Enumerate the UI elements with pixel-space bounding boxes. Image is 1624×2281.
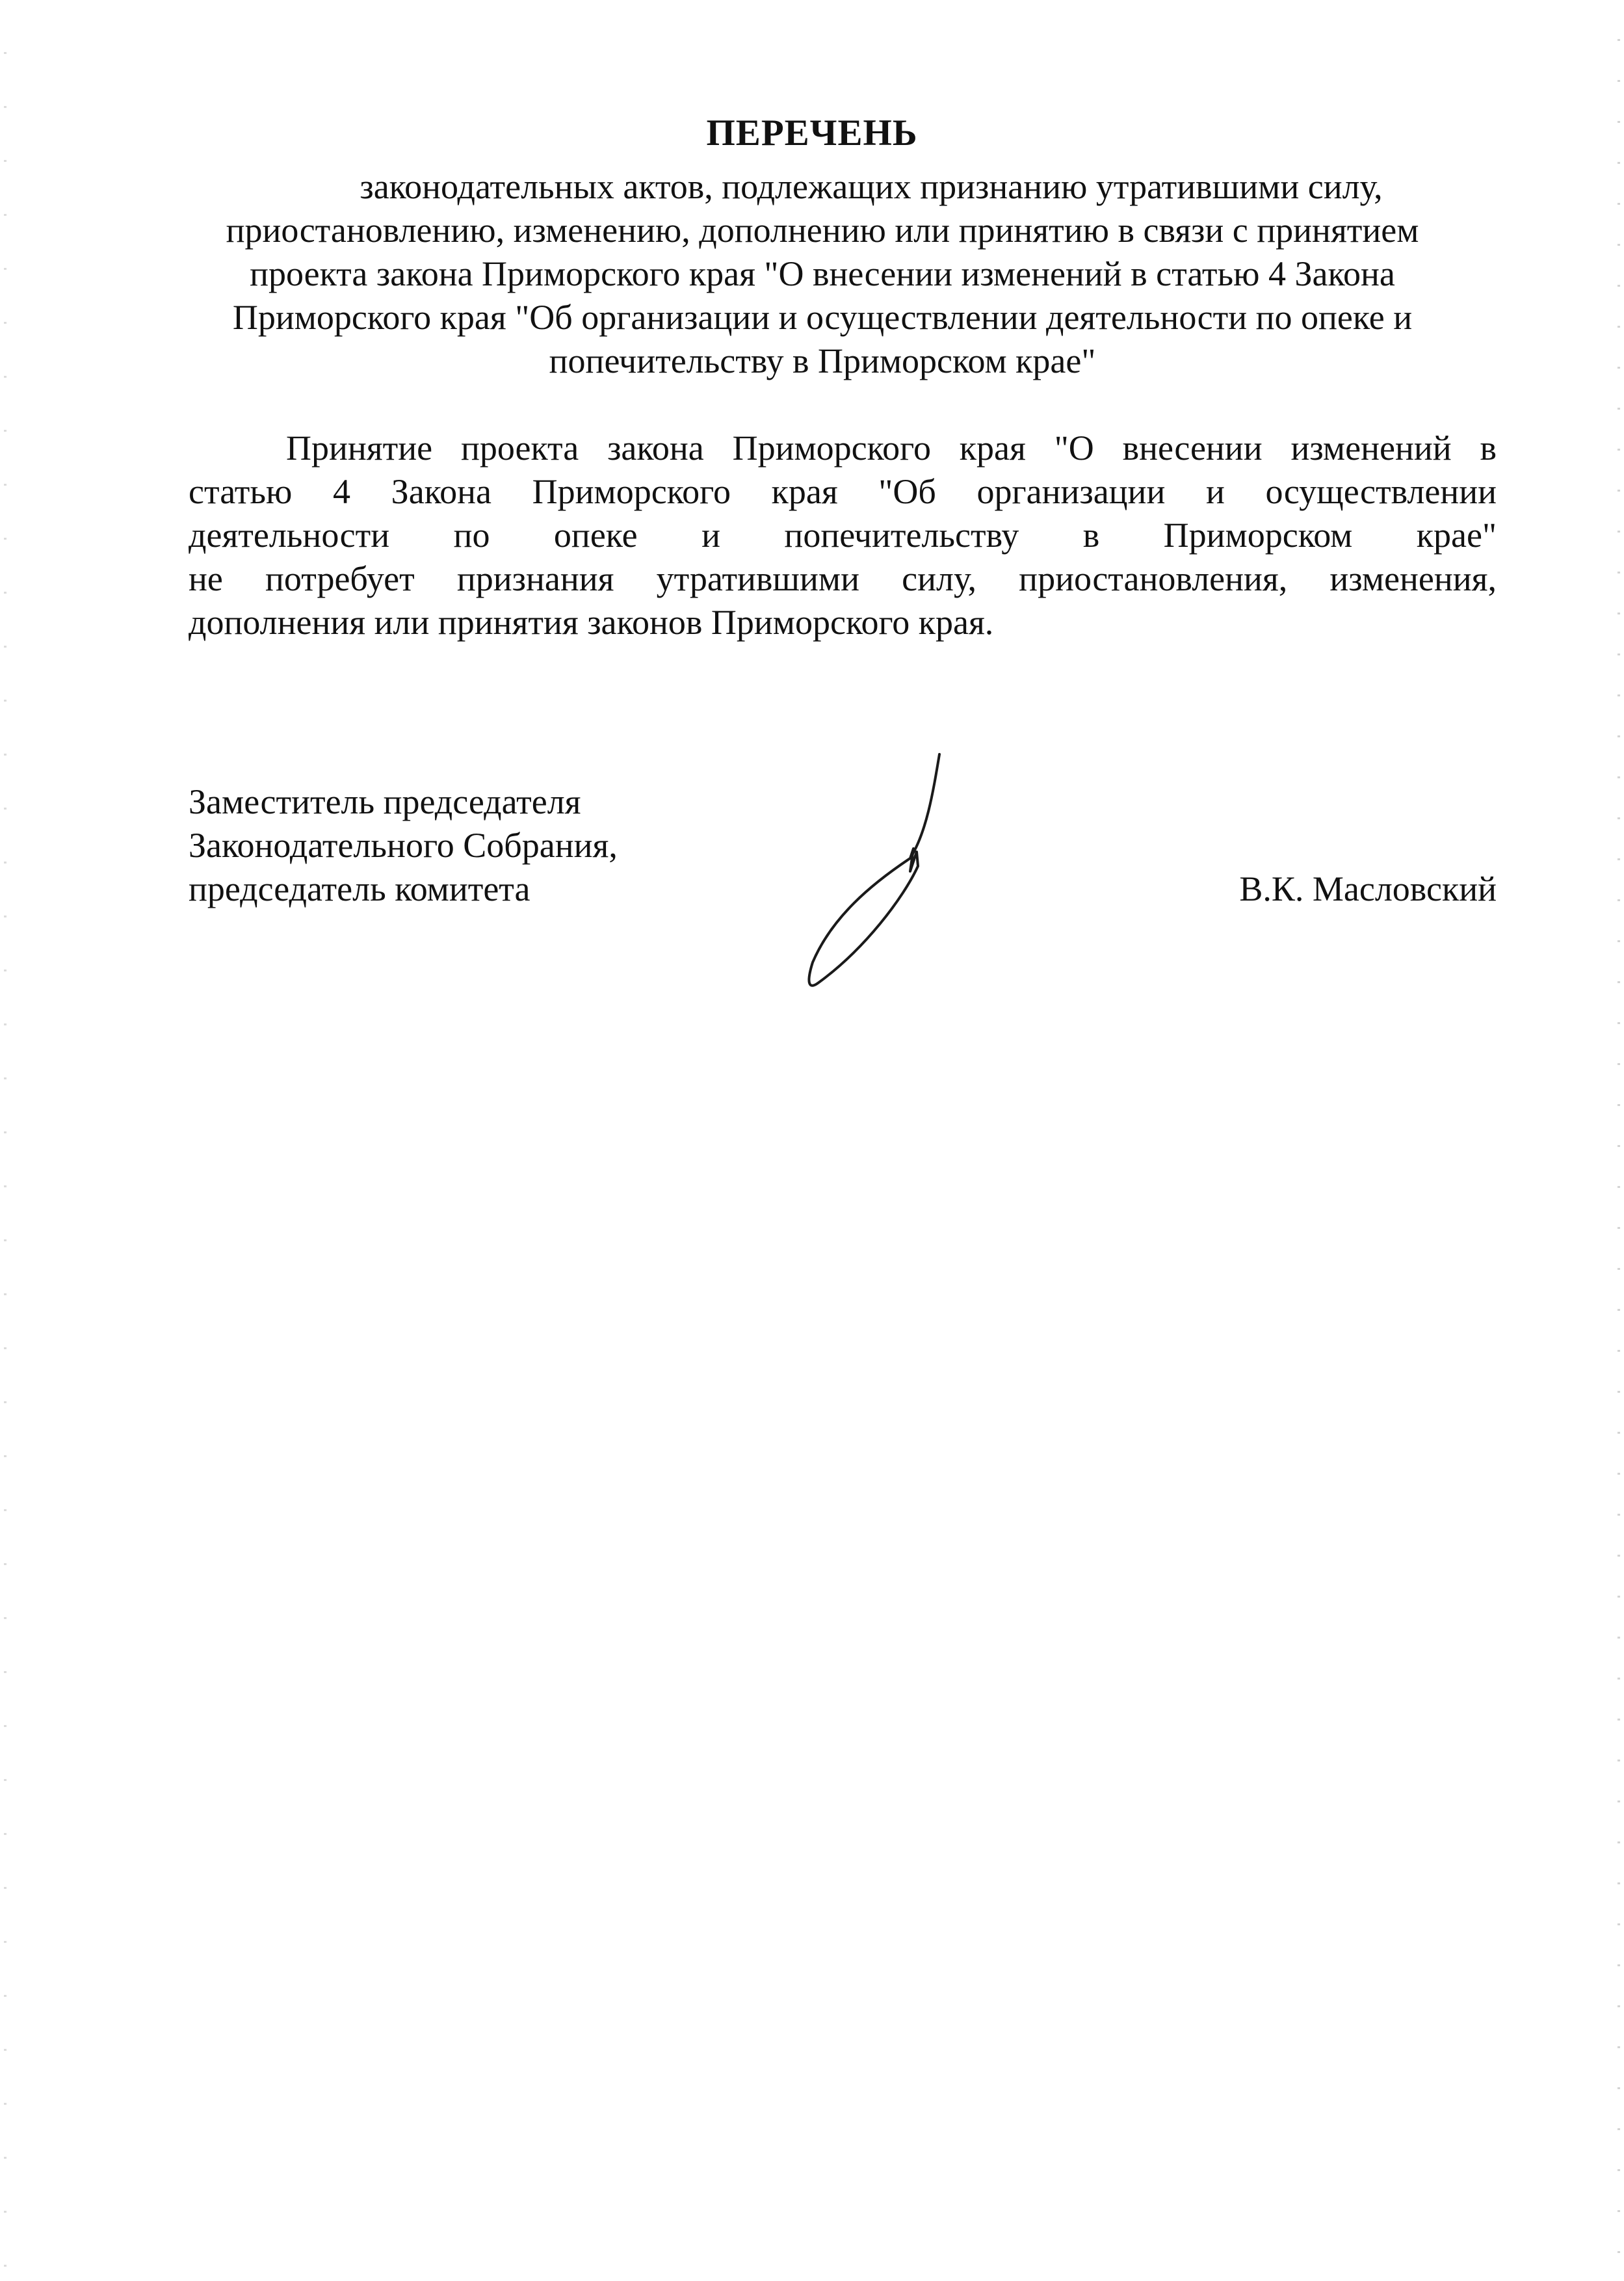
signatory-position-line: председатель комитета — [189, 869, 530, 908]
subtitle-line: Приморского края "Об организации и осуществлении деятельности по опеке и — [232, 298, 1413, 337]
subtitle-line: приостановлению, изменению, дополнению или принятию в связи с принятием — [226, 211, 1419, 250]
signatory-position-line: Законодательного Собрания, — [189, 826, 618, 865]
subtitle-line: попечительству в Приморском крае" — [549, 341, 1096, 380]
signatory-position — [189, 780, 774, 911]
signatory-position-line: Заместитель председателя — [189, 782, 581, 821]
handwritten-signature — [800, 748, 969, 995]
body-line: статью 4 Закона Приморского края "Об организации и осуществлении — [189, 472, 1497, 511]
subtitle-line: законодательных актов, подлежащих признанию утратившими силу, — [360, 167, 1383, 206]
body-line: не потребует признания утратившими силу, приостановления, изменения, — [189, 559, 1497, 598]
body-paragraph — [189, 427, 1497, 644]
body-line: дополнения или принятия законов Приморского края. — [189, 603, 994, 642]
subtitle-line: проекта закона Приморского края "О внесении изменений в статью 4 Закона — [250, 254, 1395, 293]
body-line: Принятие проекта закона Приморского края "О внесении изменений в — [286, 429, 1497, 468]
signatory-name: В.К. Масловский — [1239, 869, 1497, 908]
scan-edge-left — [4, 0, 7, 2281]
document-title: ПЕРЕЧЕНЬ — [706, 112, 918, 153]
body-line: деятельности по опеке и попечительству в Приморском крае" — [189, 516, 1497, 555]
scan-edge-right — [1617, 0, 1620, 2281]
document-subtitle — [189, 165, 1456, 383]
